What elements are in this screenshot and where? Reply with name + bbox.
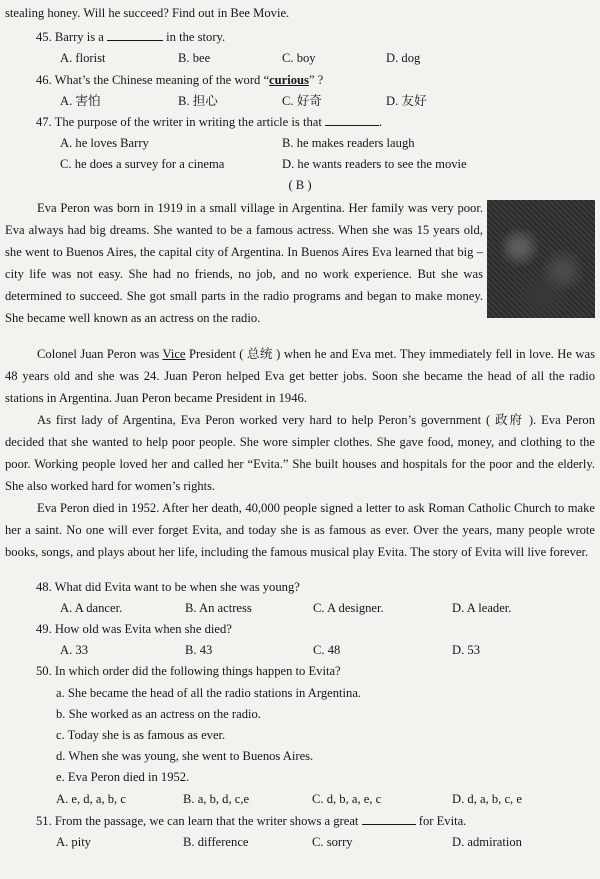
passage-b-paragraph-4: Eva Peron died in 1952. After her death, 40,000 people signed a letter to ask Roman Catholic Church to make her a saint. No one will ever forget Evita, and today she is as famous as ever. Over the years, many people wrote books, songs, and plays about her life, including the famous musical play Evita. The story of Evita will live forever. xyxy=(5,501,595,559)
q50-item-e: e. Eva Peron died in 1952. xyxy=(56,770,190,784)
q51-option-b[interactable]: B. difference xyxy=(183,835,249,849)
question-47 xyxy=(36,113,382,131)
question-48: 48. What did Evita want to be when she was young? xyxy=(36,580,300,594)
q50-option-b[interactable]: B. a, b, d, c,e xyxy=(183,792,250,806)
q48-option-b[interactable]: B. An actress xyxy=(185,601,252,615)
q51-stem-end: for Evita. xyxy=(418,814,467,828)
passage-b-body xyxy=(5,343,595,563)
q51-blank xyxy=(362,823,416,825)
para2-start: Colonel Juan Peron was xyxy=(37,347,163,361)
question-49: 49. How old was Evita when she died? xyxy=(36,622,232,636)
question-51 xyxy=(36,812,466,830)
q45-option-b[interactable]: B. bee xyxy=(178,51,211,65)
q45-option-a[interactable]: A. florist xyxy=(60,51,106,65)
para2-vice: Vice xyxy=(162,347,186,361)
passage-b-paragraph-1 xyxy=(5,197,483,329)
q50-item-a: a. She became the head of all the radio stations in Argentina. xyxy=(56,686,362,700)
para1-text: Eva Peron was born in 1919 in a small village in Argentina. Her family was very poor. Eva always had big dreams. She wanted to be a famous actress. When she was 15 years old, she went to Buenos Aires, the capital city of Argentina. In Buenos Aires Eva learned that big – city life was not easy. She had no friends, no job, and no work experience. But she was determined to succeed. She got small parts in the radio programs and began to make money. She became well known as an actress on the radio. xyxy=(5,201,483,325)
q45-stem: 45. Barry is a xyxy=(36,30,104,44)
question-45 xyxy=(36,28,225,46)
para2-rest: President ( 总统 ) when he and Eva met. They immediately fell in love. He was 48 years old and she was 24. Juan Peron helped Eva get better jobs. Soon she became the head of all the radio stations in Argentina. Juan Peron became President in 1946. xyxy=(5,347,595,405)
section-b-heading: ( B ) xyxy=(288,178,312,192)
q45-option-d[interactable]: D. dog xyxy=(386,51,421,65)
q50-item-c: c. Today she is as famous as ever. xyxy=(56,728,226,742)
passage-a-last-line: stealing honey. Will he succeed? Find out in Bee Movie. xyxy=(5,6,290,20)
q49-option-c[interactable]: C. 48 xyxy=(313,643,341,657)
q51-option-a[interactable]: A. pity xyxy=(56,835,91,849)
q46-option-a[interactable]: A. 害怕 xyxy=(60,94,101,108)
q49-option-d[interactable]: D. 53 xyxy=(452,643,480,657)
q46-option-c[interactable]: C. 好奇 xyxy=(282,94,322,108)
q47-stem: 47. The purpose of the writer in writing the article is that xyxy=(36,115,322,129)
q50-option-c[interactable]: C. d, b, a, e, c xyxy=(312,792,382,806)
q47-option-d[interactable]: D. he wants readers to see the movie xyxy=(282,157,467,171)
q46-stem: 46. What’s the Chinese meaning of the word “ xyxy=(36,73,270,87)
q48-option-a[interactable]: A. A dancer. xyxy=(60,601,123,615)
q45-blank xyxy=(107,39,163,41)
q49-option-b[interactable]: B. 43 xyxy=(185,643,213,657)
q47-option-a[interactable]: A. he loves Barry xyxy=(60,136,149,150)
q47-option-c[interactable]: C. he does a survey for a cinema xyxy=(60,157,225,171)
q47-stem-end: . xyxy=(379,115,383,129)
q46-option-b[interactable]: B. 担心 xyxy=(178,94,218,108)
q50-item-b: b. She worked as an actress on the radio. xyxy=(56,707,261,721)
passage-b-paragraph-3: As first lady of Argentina, Eva Peron worked very hard to help Peron’s government ( 政府 ). Eva Peron decided that she wanted to help poor people. She wore simpler clothes. She gave food, money, and clothing to the poor. Working people loved her and called her “Evita.” She built houses and hospitals for the poor and the elderly. She also worked hard for women’s rights. xyxy=(5,413,595,493)
q47-blank xyxy=(325,124,379,126)
q47-option-b[interactable]: B. he makes readers laugh xyxy=(282,136,415,150)
q48-option-d[interactable]: D. A leader. xyxy=(452,601,512,615)
passage-b-paragraph-2 xyxy=(5,343,595,409)
q51-option-c[interactable]: C. sorry xyxy=(312,835,353,849)
q46-stem-end: ” ? xyxy=(308,73,324,87)
q51-stem: 51. From the passage, we can learn that the writer shows a great xyxy=(36,814,359,828)
q50-item-d: d. When she was young, she went to Buenos Aires. xyxy=(56,749,314,763)
q45-stem-end: in the story. xyxy=(166,30,226,44)
q46-word: curious xyxy=(269,73,309,87)
eva-peron-photo xyxy=(487,200,595,318)
q46-option-d[interactable]: D. 友好 xyxy=(386,94,427,108)
q49-option-a[interactable]: A. 33 xyxy=(60,643,88,657)
question-50: 50. In which order did the following things happen to Evita? xyxy=(36,664,341,678)
question-46 xyxy=(36,71,323,89)
q48-option-c[interactable]: C. A designer. xyxy=(313,601,384,615)
q45-option-c[interactable]: C. boy xyxy=(282,51,316,65)
q50-option-a[interactable]: A. e, d, a, b, c xyxy=(56,792,126,806)
q50-option-d[interactable]: D. d, a, b, c, e xyxy=(452,792,522,806)
q51-option-d[interactable]: D. admiration xyxy=(452,835,522,849)
